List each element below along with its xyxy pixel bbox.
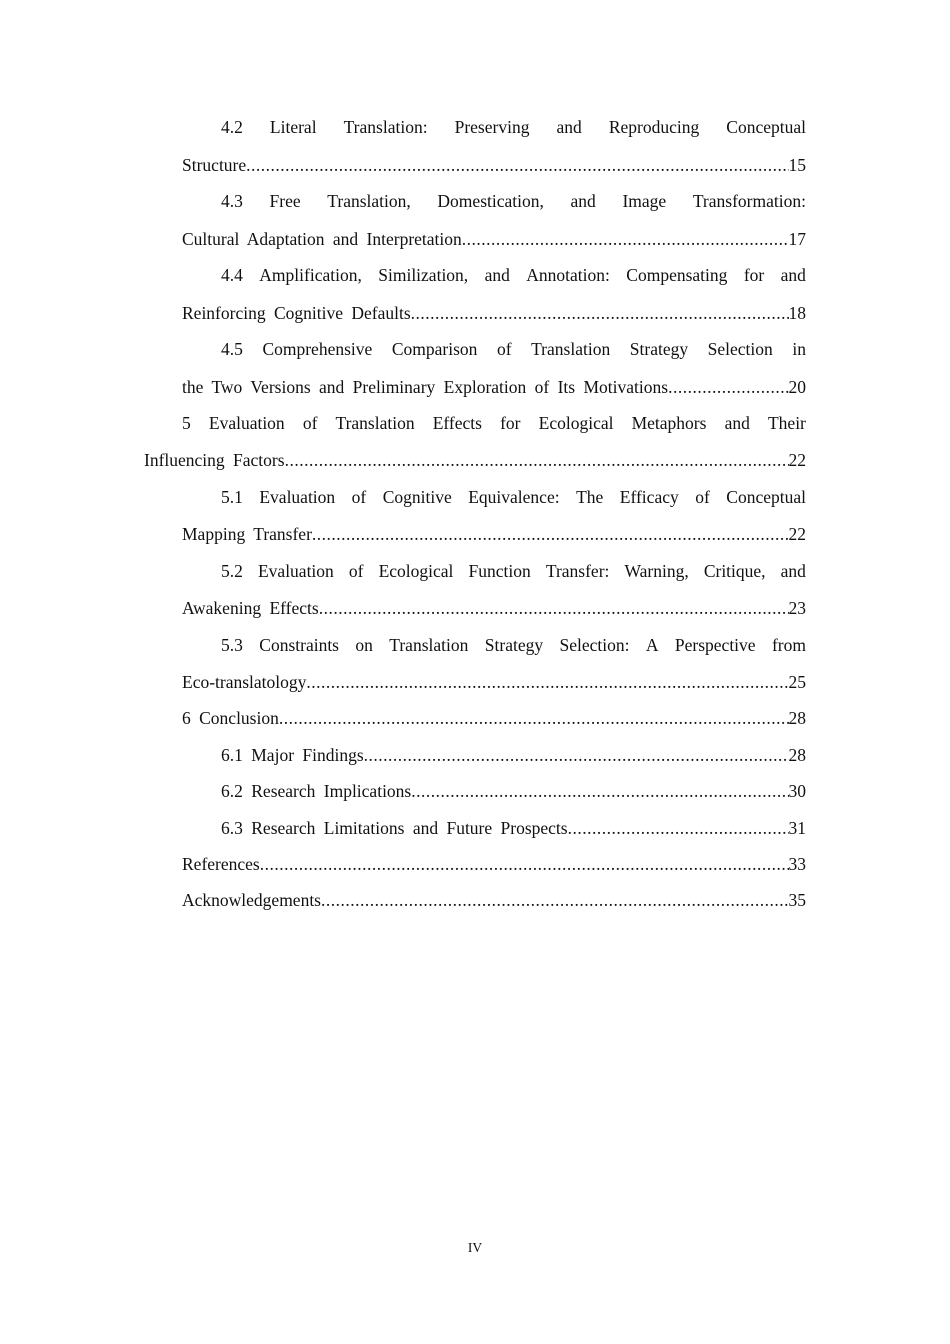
toc-word: Evaluation bbox=[257, 561, 334, 581]
toc-word: Warning, bbox=[624, 561, 689, 581]
toc-entry-4-4-line-2[interactable] bbox=[182, 302, 806, 324]
toc-entry-title: 6 Conclusion bbox=[182, 708, 279, 728]
toc-word: 4.4 bbox=[221, 265, 243, 285]
toc-word: for bbox=[743, 265, 765, 285]
toc-word: 4.5 bbox=[221, 339, 243, 359]
toc-word: Similization, bbox=[378, 265, 469, 285]
toc-page-number: 23 bbox=[788, 598, 806, 618]
toc-word: Free bbox=[269, 191, 301, 211]
toc-entry-5-1-line-1 bbox=[221, 486, 806, 508]
toc-entry-4-2-line-2[interactable] bbox=[182, 154, 806, 176]
dot-leader bbox=[364, 744, 789, 766]
toc-word: Constraints bbox=[259, 635, 339, 655]
dot-leader bbox=[306, 671, 788, 693]
toc-word: Equivalence: bbox=[468, 487, 560, 507]
toc-entry-6-2[interactable] bbox=[221, 780, 806, 802]
dot-leader bbox=[668, 376, 788, 398]
toc-word: Compensating bbox=[626, 265, 728, 285]
toc-word: Translation: bbox=[343, 117, 428, 137]
toc-word: Comprehensive bbox=[262, 339, 373, 359]
toc-word: Translation bbox=[389, 635, 469, 655]
toc-word: Translation bbox=[335, 413, 415, 433]
toc-entry-4-3-line-1 bbox=[221, 190, 806, 212]
toc-word: 5.1 bbox=[221, 487, 243, 507]
toc-word: Perspective bbox=[674, 635, 756, 655]
toc-entry-5-line-1 bbox=[182, 412, 806, 434]
toc-word: Strategy bbox=[629, 339, 689, 359]
toc-word: Strategy bbox=[484, 635, 544, 655]
dot-leader bbox=[285, 449, 789, 471]
toc-entry-references[interactable] bbox=[182, 853, 806, 875]
toc-entry-title: the Two Versions and Preliminary Exploration of Its Motivations bbox=[182, 377, 669, 397]
toc-page-number: 28 bbox=[788, 708, 806, 728]
dot-leader bbox=[260, 853, 789, 875]
toc-word: in bbox=[792, 339, 806, 359]
toc-word: Transfer: bbox=[545, 561, 610, 581]
toc-page-number: 28 bbox=[788, 745, 806, 765]
dot-leader bbox=[279, 707, 789, 729]
toc-entry-6[interactable] bbox=[182, 707, 806, 729]
toc-entry-title: Influencing Factors bbox=[144, 450, 285, 470]
toc-word: from bbox=[771, 635, 806, 655]
dot-leader bbox=[411, 302, 789, 324]
toc-entry-5-line-2[interactable] bbox=[144, 449, 806, 471]
toc-entry-6-1[interactable] bbox=[221, 744, 806, 766]
toc-entry-title: Cultural Adaptation and Interpretation bbox=[182, 229, 462, 249]
toc-word: and bbox=[780, 265, 806, 285]
toc-word: Transformation: bbox=[692, 191, 806, 211]
toc-page-number: 31 bbox=[788, 818, 806, 838]
toc-word: of bbox=[695, 487, 710, 507]
toc-entry-4-2-line-1 bbox=[221, 116, 806, 138]
toc-word: A bbox=[645, 635, 659, 655]
dot-leader bbox=[246, 154, 788, 176]
toc-entry-title: Acknowledgements bbox=[182, 890, 321, 910]
toc-entry-title: 6.3 Research Limitations and Future Prospects bbox=[221, 818, 568, 838]
toc-word: Amplification, bbox=[259, 265, 362, 285]
dot-leader bbox=[568, 817, 789, 839]
toc-word: 5.3 bbox=[221, 635, 243, 655]
toc-entry-title: Eco-translatology bbox=[182, 672, 307, 692]
toc-word: Conceptual bbox=[726, 117, 806, 137]
toc-entry-4-3-line-2[interactable] bbox=[182, 228, 806, 250]
toc-entry-title: 6.2 Research Implications bbox=[221, 781, 412, 801]
toc-word: Comparison bbox=[391, 339, 478, 359]
toc-word: The bbox=[576, 487, 604, 507]
toc-word: and bbox=[484, 265, 510, 285]
toc-word: Conceptual bbox=[726, 487, 806, 507]
toc-entry-5-2-line-2[interactable] bbox=[182, 597, 806, 619]
toc-word: Domestication, bbox=[437, 191, 544, 211]
toc-word: 5 bbox=[182, 413, 191, 433]
toc-page-number: 20 bbox=[788, 377, 806, 397]
toc-word: and bbox=[780, 561, 806, 581]
toc-entry-4-5-line-1 bbox=[221, 338, 806, 360]
toc-entry-title: Structure bbox=[182, 155, 247, 175]
toc-entry-4-4-line-1 bbox=[221, 264, 806, 286]
toc-word: Image bbox=[622, 191, 667, 211]
toc-word: Evaluation bbox=[208, 413, 285, 433]
toc-page-number: 35 bbox=[788, 890, 806, 910]
toc-word: Cognitive bbox=[382, 487, 452, 507]
toc-entry-acknowledgements[interactable] bbox=[182, 889, 806, 911]
toc-entry-5-1-line-2[interactable] bbox=[182, 523, 806, 545]
toc-word: Critique, bbox=[703, 561, 766, 581]
page-footer bbox=[0, 1238, 950, 1258]
toc-entry-title: Awakening Effects bbox=[182, 598, 319, 618]
toc-word: Translation bbox=[531, 339, 611, 359]
toc-page-number: 30 bbox=[788, 781, 806, 801]
dot-leader bbox=[312, 523, 789, 545]
toc-word: Efficacy bbox=[619, 487, 679, 507]
toc-word: Selection bbox=[707, 339, 773, 359]
toc-page-number: 15 bbox=[788, 155, 806, 175]
toc-entry-4-5-line-2[interactable] bbox=[182, 376, 806, 398]
toc-page-number: 22 bbox=[788, 450, 806, 470]
toc-word: of bbox=[351, 487, 367, 507]
toc-page-number: 18 bbox=[788, 303, 806, 323]
toc-entry-5-3-line-2[interactable] bbox=[182, 671, 806, 693]
toc-entry-title: References bbox=[182, 854, 260, 874]
toc-word: for bbox=[500, 413, 521, 433]
toc-word: Translation, bbox=[327, 191, 411, 211]
toc-word: Function bbox=[468, 561, 531, 581]
toc-word: and bbox=[556, 117, 582, 137]
toc-word: Ecological bbox=[378, 561, 454, 581]
toc-word: Selection: bbox=[559, 635, 630, 655]
toc-word: Evaluation bbox=[259, 487, 336, 507]
toc-page-number: 22 bbox=[788, 524, 806, 544]
dot-leader bbox=[411, 780, 788, 802]
toc-entry-title: 6.1 Major Findings bbox=[221, 745, 364, 765]
toc-word: Ecological bbox=[538, 413, 614, 433]
toc-word: of bbox=[496, 339, 512, 359]
toc-page-number: 33 bbox=[788, 854, 806, 874]
toc-entry-6-3[interactable] bbox=[221, 817, 806, 839]
toc-word: 4.3 bbox=[221, 191, 243, 211]
toc-word: and bbox=[724, 413, 750, 433]
toc-word: Metaphors bbox=[631, 413, 707, 433]
toc-word: Effects bbox=[432, 413, 482, 433]
toc-word: of bbox=[302, 413, 318, 433]
toc-word: Preserving bbox=[454, 117, 530, 137]
dot-leader bbox=[319, 597, 789, 619]
toc-page-number: 17 bbox=[788, 229, 806, 249]
toc-word: Literal bbox=[269, 117, 317, 137]
toc-entry-5-2-line-1 bbox=[221, 560, 806, 582]
toc-entry-5-3-line-1 bbox=[221, 634, 806, 656]
toc-word: 5.2 bbox=[221, 561, 243, 581]
toc-word: Annotation: bbox=[526, 265, 610, 285]
dot-leader bbox=[462, 228, 789, 250]
dot-leader bbox=[321, 889, 789, 911]
toc-page-number: 25 bbox=[788, 672, 806, 692]
toc-entry-title: Mapping Transfer bbox=[182, 524, 312, 544]
toc-entry-title: Reinforcing Cognitive Defaults bbox=[182, 303, 411, 323]
toc-word: of bbox=[348, 561, 364, 581]
toc-word: Their bbox=[767, 413, 806, 433]
toc-word: Reproducing bbox=[608, 117, 700, 137]
toc-word: 4.2 bbox=[221, 117, 243, 137]
page-number: IV bbox=[467, 1240, 483, 1255]
toc-word: and bbox=[570, 191, 596, 211]
toc-word: on bbox=[355, 635, 373, 655]
